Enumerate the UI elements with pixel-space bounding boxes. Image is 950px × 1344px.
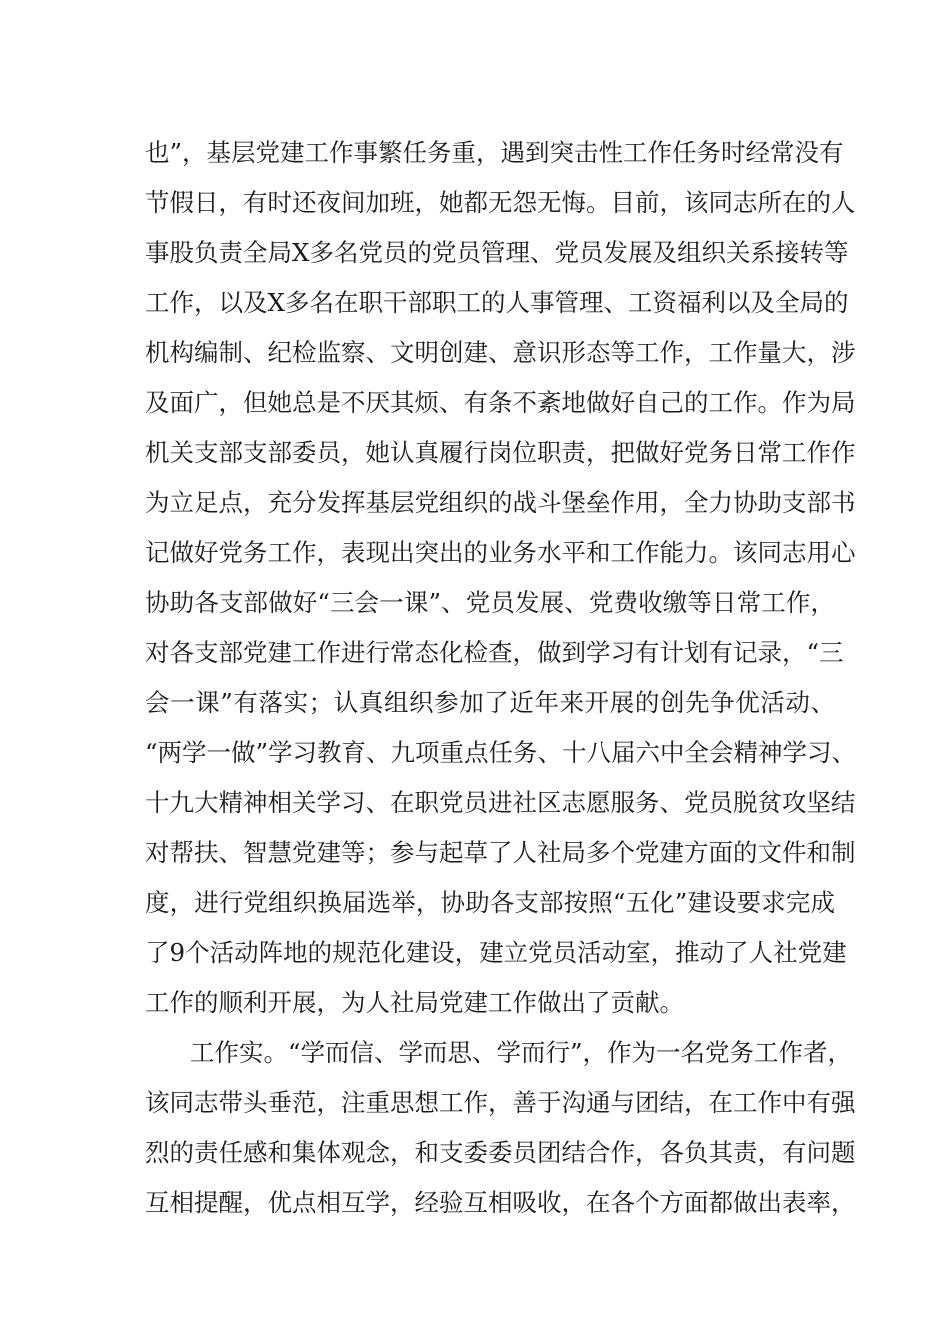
text-line: 会一课”有落实；认真组织参加了近年来开展的创先争优活动、 xyxy=(145,688,835,717)
paragraph-2 xyxy=(145,1028,856,1228)
text-line: 对各支部党建工作进行常态化检查，做到学习有计划有记录，“三 xyxy=(145,638,844,667)
text-line: 度，进行党组织换届选举，协助各支部按照“五化”建设要求完成 xyxy=(145,888,835,917)
text-line: 互相提醒，优点相互学，经验互相吸收，在各个方面都做出表率， xyxy=(145,1188,856,1217)
text-line: 工作实。“学而信、学而思、学而行”，作为一名党务工作者， xyxy=(190,1038,853,1067)
document-body xyxy=(145,128,857,1228)
text-line: 该同志带头垂范，注重思想工作，善于沟通与团结，在工作中有强 xyxy=(145,1088,856,1117)
text-line: 节假日，有时还夜间加班，她都无怨无悔。目前，该同志所在的人 xyxy=(145,188,856,217)
text-line: 及面广，但她总是不厌其烦、有条不紊地做好自己的工作。作为局 xyxy=(145,388,856,417)
text-line: 也”，基层党建工作事繁任务重，遇到突击性工作任务时经常没有 xyxy=(145,138,844,167)
text-line: 机构编制、纪检监察、文明创建、意识形态等工作，工作量大，涉 xyxy=(145,338,856,367)
text-line: 工作的顺利开展，为人社局党建工作做出了贡献。 xyxy=(145,988,684,1017)
text-line: 工作，以及X多名在职干部职工的人事管理、工资福利以及全局的 xyxy=(145,288,849,317)
text-line: 对帮扶、智慧党建等；参与起草了人社局多个党建方面的文件和制 xyxy=(145,838,856,867)
text-line: 记做好党务工作，表现出突出的业务水平和工作能力。该同志用心 xyxy=(145,538,856,567)
paragraph-1 xyxy=(145,128,857,1028)
text-line: 十九大精神相关学习、在职党员进社区志愿服务、党员脱贫攻坚结 xyxy=(145,788,856,817)
text-line: “两学一做”学习教育、九项重点任务、十八届六中全会精神学习、 xyxy=(145,738,857,767)
text-line: 为立足点，充分发挥基层党组织的战斗堡垒作用，全力协助支部书 xyxy=(145,488,856,517)
text-line: 事股负责全局X多名党员的党员管理、党员发展及组织关系接转等 xyxy=(145,238,849,267)
text-line: 烈的责任感和集体观念，和支委委员团结合作，各负其责，有问题 xyxy=(145,1138,856,1167)
text-line: 了9个活动阵地的规范化建设，建立党员活动室，推动了人社党建 xyxy=(145,938,847,967)
text-line: 协助各支部做好“三会一课”、党员发展、党费收缴等日常工作， xyxy=(145,588,835,617)
text-line: 机关支部支部委员，她认真履行岗位职责，把做好党务日常工作作 xyxy=(145,438,856,467)
